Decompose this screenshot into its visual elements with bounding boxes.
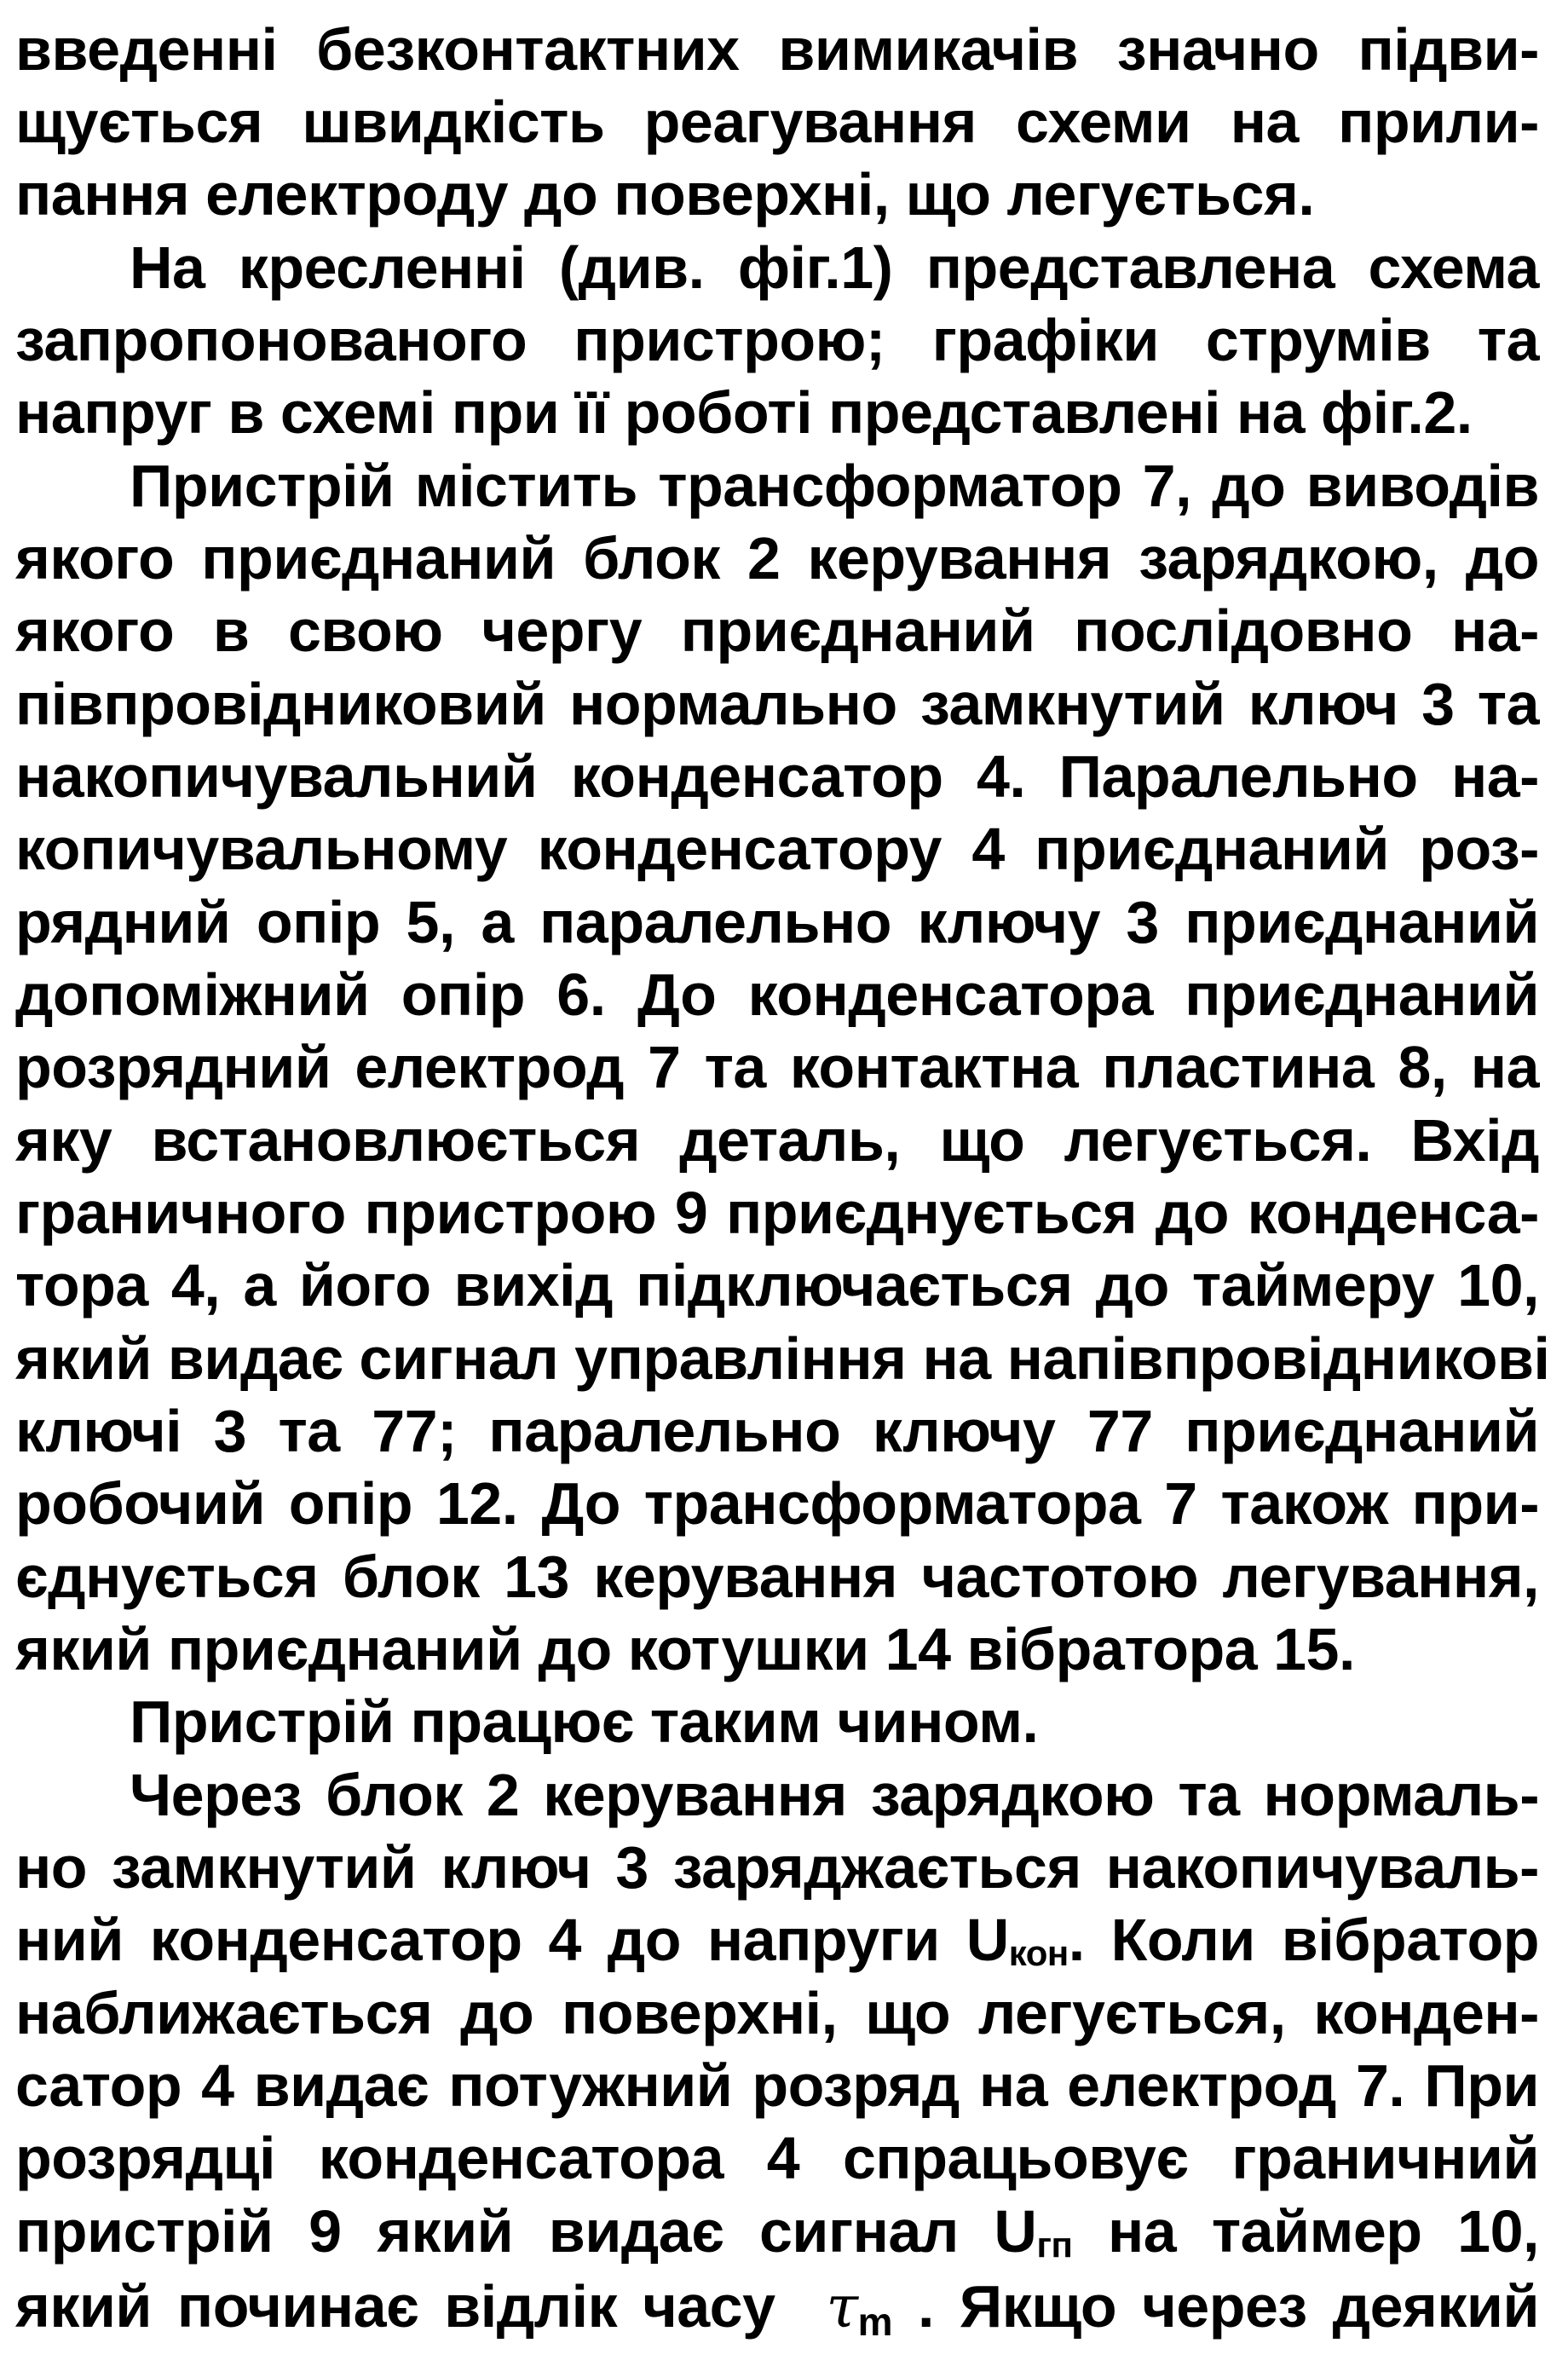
text-line-27-tail: . Коли вібратор (1068, 1907, 1540, 1973)
tau-m-symbol (826, 2274, 893, 2344)
text-line-32-head: який починає відлік часу (15, 2273, 775, 2340)
text-line-28: наближається до поверхні, що легується, конден- (15, 1980, 1539, 2046)
text-line-29: сатор 4 видає потужний розряд на електрод 7. При (15, 2052, 1539, 2119)
text-line-1: введенні безконтактних вимикачів значно підви- (15, 16, 1539, 83)
text-line-2: щується швидкість реагування схеми на прили- (15, 89, 1539, 155)
text-line-32-tail: . Якщо через деякий (892, 2273, 1539, 2340)
text-line-31 (15, 2189, 1539, 2274)
text-line-27-head: ний конденсатор 4 до напруги U (15, 1907, 1009, 1973)
text-line-14: допоміжний опір 6. До конденсатора приєднаний (15, 961, 1539, 1028)
text-line-21: робочий опір 12. До трансформатора 7 також при- (15, 1470, 1539, 1537)
text-line-11: накопичувальний конденсатор 4. Паралельно на- (15, 743, 1539, 810)
text-line-9: якого в свою чергу приєднаний послідовно на- (15, 597, 1539, 664)
text-line-23: який приєднаний до котушки 14 вібратора 15. (15, 1616, 1355, 1682)
text-line-19: який видає сигнал управління на напівпровідникові (15, 1325, 1550, 1392)
text-line-6: напруг в схемі при її роботі представлені на фіг.2. (15, 379, 1473, 446)
text-line-27 (15, 1897, 1539, 1982)
text-line-12: копичувальному конденсатору 4 приєднаний роз- (15, 816, 1539, 882)
text-line-20: ключі 3 та 77; паралельно ключу 77 приєднаний (15, 1398, 1539, 1464)
text-line-24: Пристрій працює таким чином. (130, 1688, 1039, 1755)
text-line-30: розрядці конденсатора 4 спрацьовує граничний (15, 2125, 1539, 2191)
text-line-31-tail: на таймер 10, (1072, 2198, 1539, 2265)
text-line-16: яку встановлюється деталь, що легується. Вхід (15, 1107, 1539, 1174)
u-kon-subscript: кон (1008, 1933, 1069, 1973)
text-line-13: рядний опір 5, а паралельно ключу 3 приєднаний (15, 889, 1539, 955)
text-line-31-head: пристрій 9 який видає сигнал U (15, 2198, 1037, 2265)
text-line-8: якого приєднаний блок 2 керування зарядкою, до (15, 525, 1539, 592)
text-line-32 (15, 2264, 1539, 2349)
text-line-10: півпровідниковий нормально замкнутий ключ 3 та (15, 671, 1539, 737)
text-line-18: тора 4, а його вихід підключається до таймеру 10, (15, 1252, 1539, 1319)
text-line-17: граничного пристрою 9 приєднується до конденса- (15, 1180, 1539, 1246)
text-line-4: На кресленні (див. фіг.1) представлена схема (130, 234, 1539, 301)
text-line-22: єднується блок 13 керування частотою легування, (15, 1544, 1539, 1610)
u-gp-subscript: гп (1036, 2225, 1073, 2265)
tau-m-subscript: m (857, 2300, 893, 2344)
text-line-25: Через блок 2 керування зарядкою та нормаль- (130, 1762, 1539, 1828)
text-line-15: розрядний електрод 7 та контактна пластина 8, на (15, 1034, 1539, 1100)
text-line-7: Пристрій містить трансформатор 7, до виводів (130, 453, 1539, 519)
text-line-5: запропонованого пристрою; графіки струмів та (15, 307, 1539, 373)
tau-letter: τ (826, 2274, 858, 2341)
text-line-3: пання електроду до поверхні, що легується. (15, 161, 1315, 228)
text-line-26: но замкнутий ключ 3 заряджається накопичуваль- (15, 1834, 1539, 1901)
